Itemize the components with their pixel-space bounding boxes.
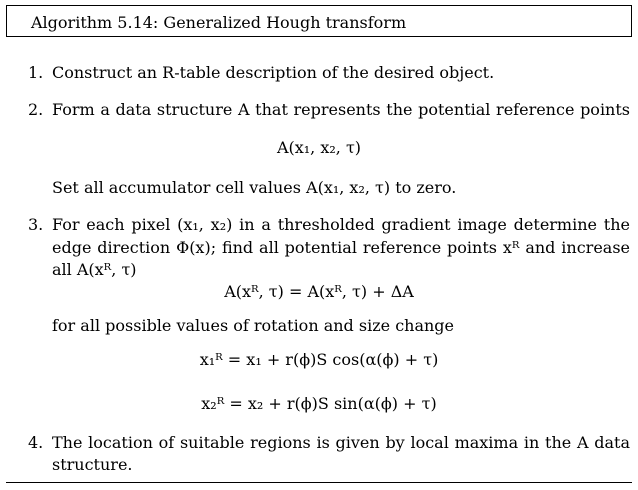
step-3-line-2: edge direction Φ(x); find all potential reference points xᴿ and increase [52, 238, 630, 257]
step-3-equation-1: A(xᴿ, τ) = A(xᴿ, τ) + ΔA [224, 282, 414, 301]
bottom-rule [6, 482, 632, 483]
step-3-equation-3: x₂ᴿ = x₂ + r(ϕ)S sin(α(ϕ) + τ) [201, 394, 437, 413]
step-4-line-1: The location of suitable regions is given by local maxima in the A data [52, 433, 630, 452]
step-3-line-3: all A(xᴿ, τ) [52, 260, 137, 279]
step-2-equation: A(x₁, x₂, τ) [276, 138, 362, 157]
step-2-number: 2. [28, 100, 44, 119]
step-3-number: 3. [28, 215, 44, 234]
step-4-line-2: structure. [52, 455, 133, 474]
step-2-line-2: Set all accumulator cell values A(x₁, x₂, τ) to zero. [52, 178, 457, 197]
step-3-line-1: For each pixel (x₁, x₂) in a thresholded gradient image determine the [52, 215, 630, 234]
step-4-number: 4. [28, 433, 44, 452]
step-2-line-1: Form a data structure A that represents the potential reference points [52, 100, 630, 119]
step-1-text: Construct an R-table description of the desired object. [52, 63, 495, 82]
step-3-equation-2: x₁ᴿ = x₁ + r(ϕ)S cos(α(ϕ) + τ) [199, 350, 439, 369]
algorithm-title: Algorithm 5.14: Generalized Hough transform [31, 13, 407, 32]
step-3-line-4: for all possible values of rotation and size change [52, 316, 455, 335]
step-1-number: 1. [28, 63, 44, 82]
algorithm-header-box [6, 5, 632, 37]
